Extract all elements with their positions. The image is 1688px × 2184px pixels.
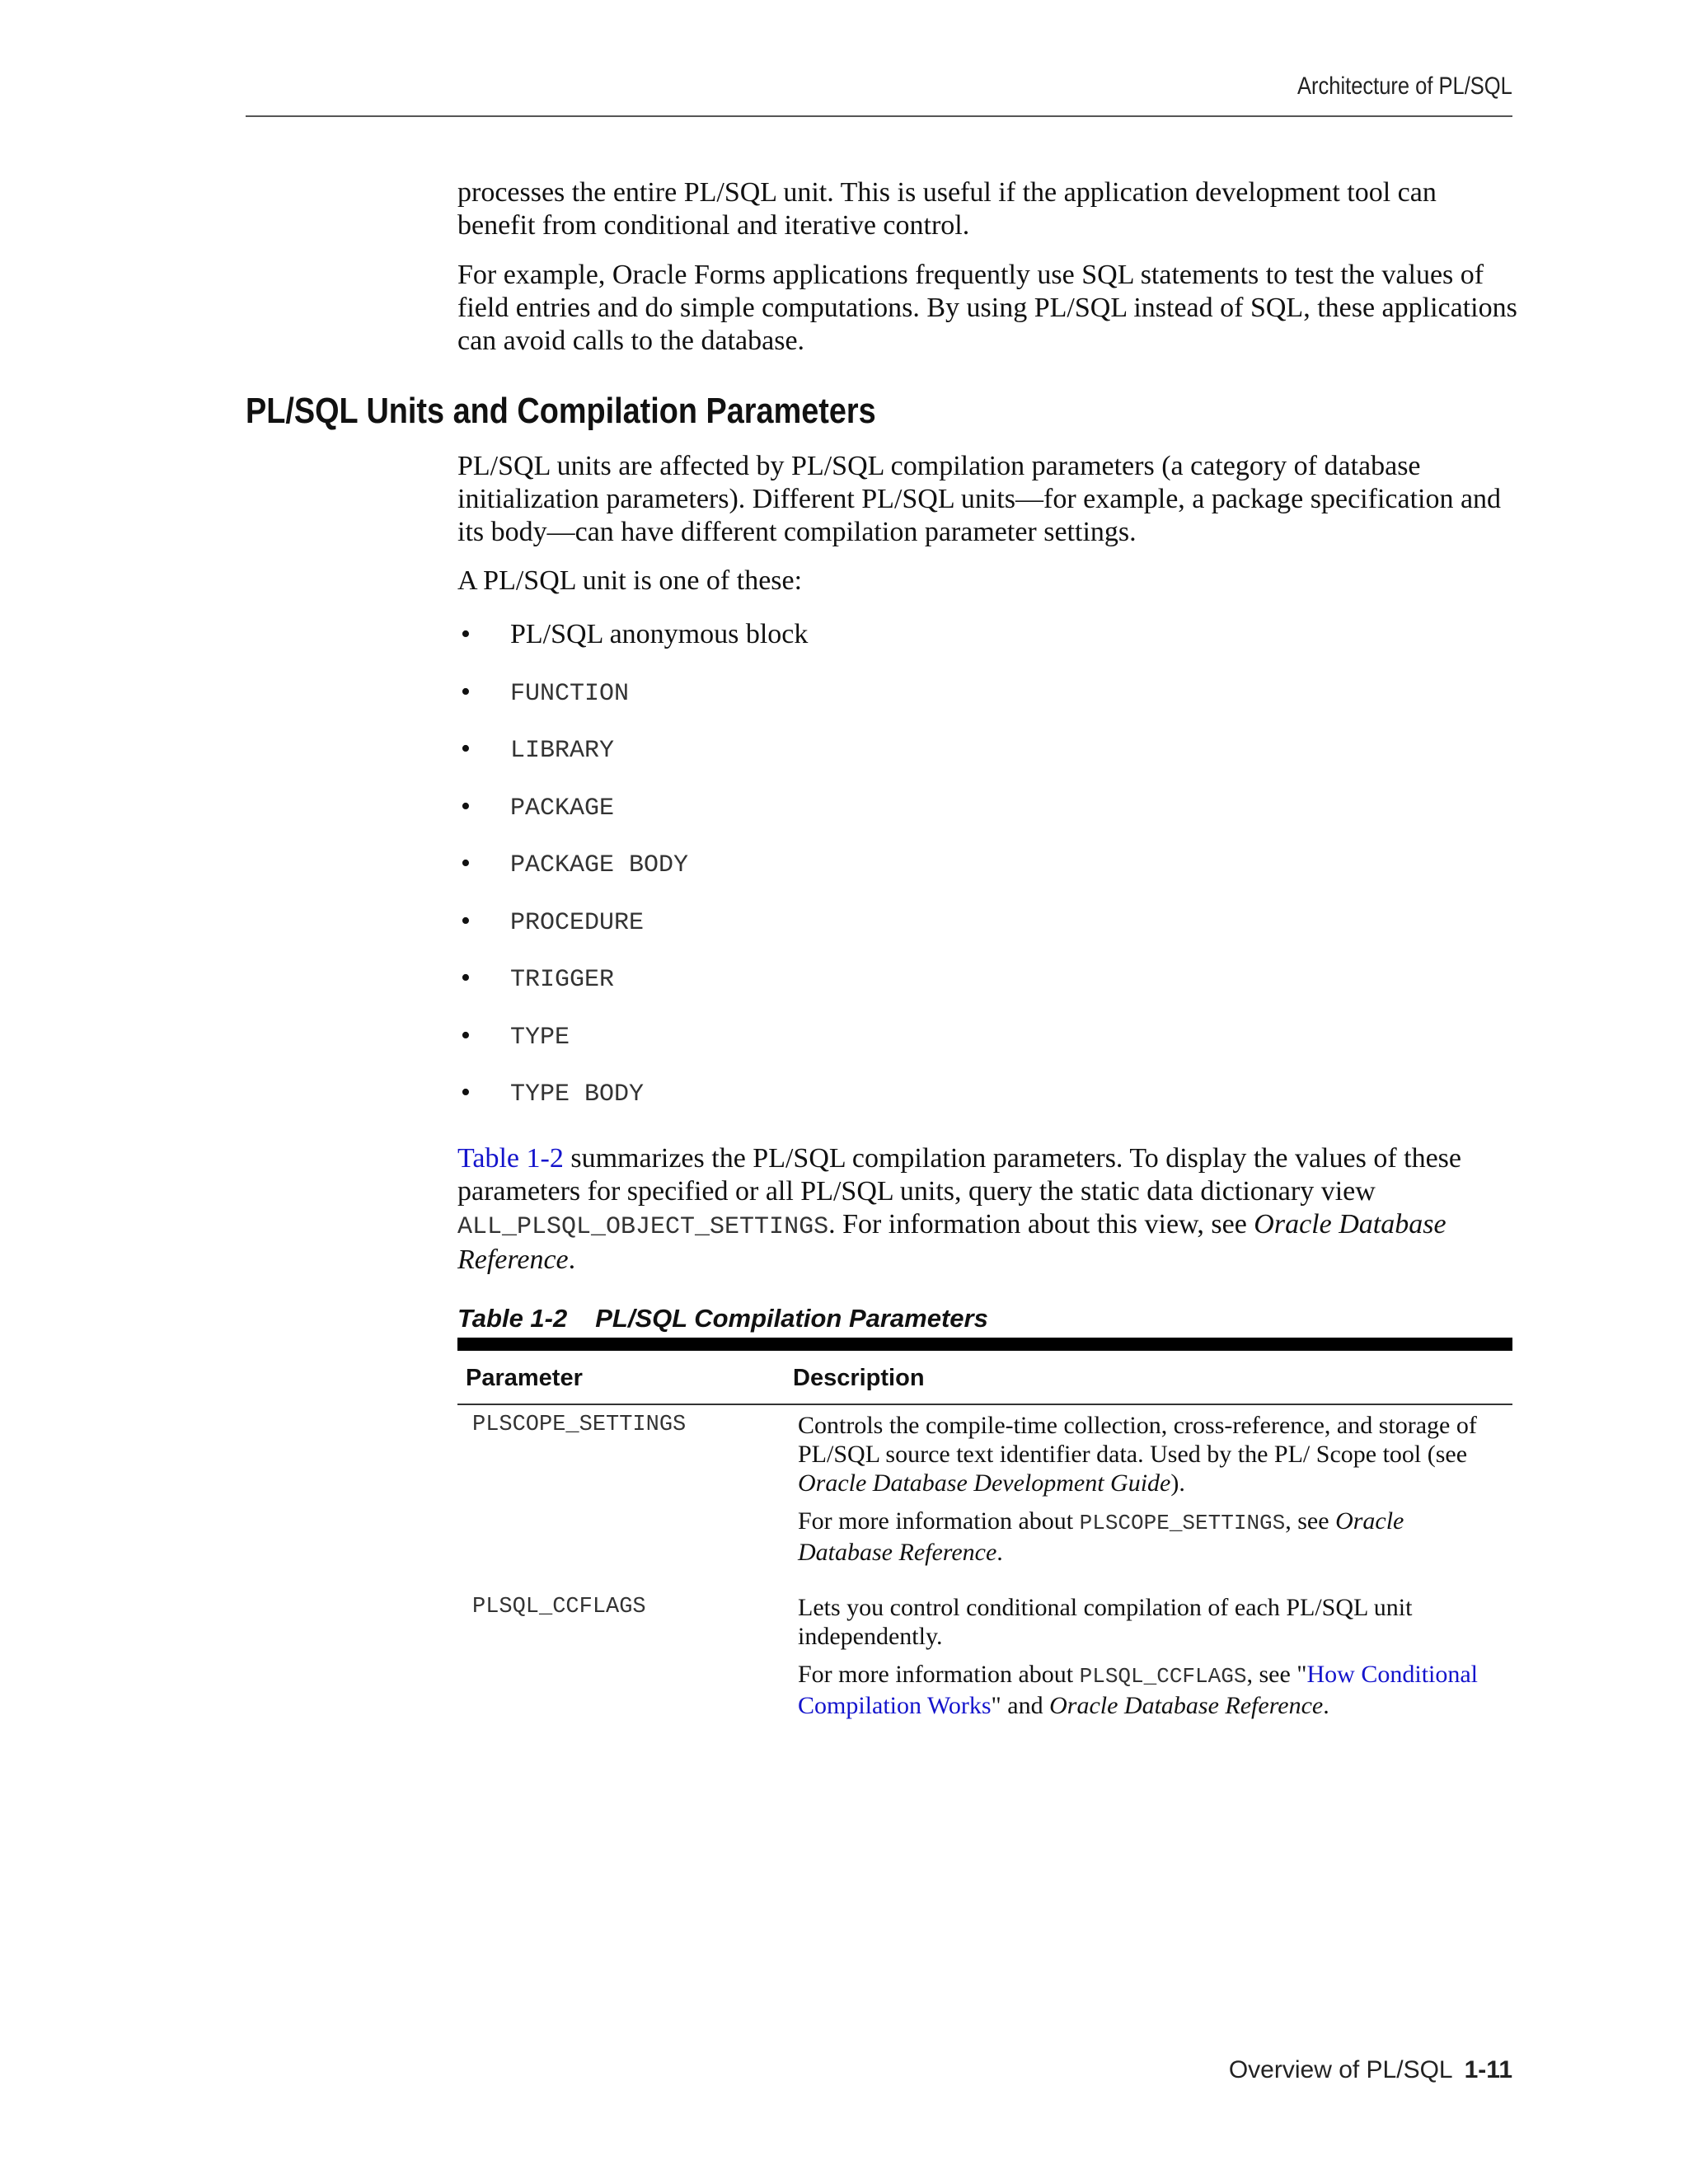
param-code: PLSCOPE_SETTINGS — [1079, 1511, 1286, 1535]
column-header-parameter: Parameter — [466, 1365, 583, 1391]
desc-text: , see " — [1246, 1661, 1307, 1688]
table-top-bar — [457, 1338, 1512, 1351]
list-item-text: PL/SQL anonymous block — [510, 619, 809, 649]
intro-paragraph-2: For example, Oracle Forms applications frequently use SQL statements to test the values of field entries and do simple computations. By using PL/SQL instead of SQL, these applications can avoid calls to the database. — [457, 260, 1517, 356]
param-code: PLSQL_CCFLAGS — [1079, 1664, 1247, 1689]
column-header-description: Description — [793, 1365, 925, 1391]
reference-title: Oracle Database Reference — [798, 1507, 1404, 1566]
section-paragraph-1: PL/SQL units are affected by PL/SQL compilation parameters (a category of database initialization parameters). Different PL/SQL units—for example, a package specification and its body—can have different compilation parameter settings. — [457, 451, 1502, 547]
table-row-description — [798, 1411, 1498, 1576]
table-row-param: PLSCOPE_SETTINGS — [472, 1413, 687, 1437]
bullet-icon: • — [461, 733, 471, 764]
table-caption — [457, 1304, 988, 1333]
bullet-icon: • — [461, 790, 471, 822]
table-row-param: PLSQL_CCFLAGS — [472, 1595, 646, 1619]
section-intro — [457, 450, 1521, 598]
footer-title: Overview of PL/SQL — [1228, 2056, 1453, 2083]
desc-text: ). — [1170, 1469, 1185, 1497]
bullet-icon: • — [461, 1077, 471, 1108]
bullet-icon: • — [461, 963, 471, 993]
reference-title: Oracle Database Reference — [1049, 1692, 1324, 1719]
intro-block — [457, 176, 1521, 358]
bullet-icon: • — [461, 676, 471, 707]
page-number: 1-11 — [1464, 2056, 1512, 2083]
summary-text-1: summarizes the PL/SQL compilation parameters. To display the values of these parameters for specified or all PL/SQL units, query the static data dictionary view — [457, 1143, 1462, 1207]
intro-paragraph-1: processes the entire PL/SQL unit. This is useful if the application development tool can benefit from conditional and iterative control. — [457, 177, 1437, 241]
summary-text-3: . — [568, 1244, 576, 1275]
table-header-rule — [457, 1404, 1512, 1405]
view-name-code: ALL_PLSQL_OBJECT_SETTINGS — [457, 1213, 829, 1241]
summary-text-2: . For information about this view, see — [828, 1209, 1254, 1240]
list-item-code: TYPE — [510, 1023, 570, 1052]
list-item-code: PROCEDURE — [510, 908, 645, 937]
list-item-code: PACKAGE — [510, 794, 615, 823]
section-paragraph-2: A PL/SQL unit is one of these: — [457, 565, 803, 596]
page-footer — [1229, 2056, 1512, 2084]
reference-title: Oracle Database Reference — [457, 1209, 1447, 1275]
desc-text: Lets you control conditional compilation of each PL/SQL unit independently. — [798, 1594, 1413, 1650]
desc-text: Controls the compile-time collection, cross-reference, and storage of PL/SQL source text identifier data. Used by the PL/ Scope tool (see — [798, 1412, 1477, 1468]
bullet-icon: • — [461, 905, 471, 936]
bullet-icon: • — [461, 848, 471, 879]
list-item-code: TRIGGER — [510, 966, 615, 994]
table-1-2-link[interactable]: Table 1-2 — [457, 1143, 564, 1174]
bullet-icon: • — [461, 1019, 471, 1051]
conditional-compilation-link[interactable]: How Conditional Compilation Works — [798, 1661, 1479, 1719]
summary-paragraph — [457, 1142, 1521, 1277]
desc-text: . — [1323, 1692, 1329, 1719]
desc-text: , see — [1285, 1507, 1336, 1535]
desc-text: For more information about — [798, 1507, 1080, 1535]
desc-text: For more information about — [798, 1661, 1080, 1688]
bullet-icon: • — [461, 619, 471, 649]
reference-title: Oracle Database Development Guide — [798, 1469, 1171, 1497]
desc-text: " and — [991, 1692, 1050, 1719]
desc-text: . — [996, 1539, 1003, 1566]
list-item-code: FUNCTION — [510, 679, 630, 708]
list-item-code: PACKAGE BODY — [510, 851, 689, 879]
list-item-code: LIBRARY — [510, 737, 615, 765]
header-rule — [246, 115, 1512, 117]
table-row-description — [798, 1593, 1498, 1729]
table-caption-number: Table 1-2 — [457, 1304, 568, 1333]
section-heading: PL/SQL Units and Compilation Parameters — [246, 391, 876, 431]
running-header: Architecture of PL/SQL — [1297, 73, 1512, 100]
table-caption-title: PL/SQL Compilation Parameters — [595, 1304, 988, 1333]
list-item-code: TYPE BODY — [510, 1080, 645, 1108]
